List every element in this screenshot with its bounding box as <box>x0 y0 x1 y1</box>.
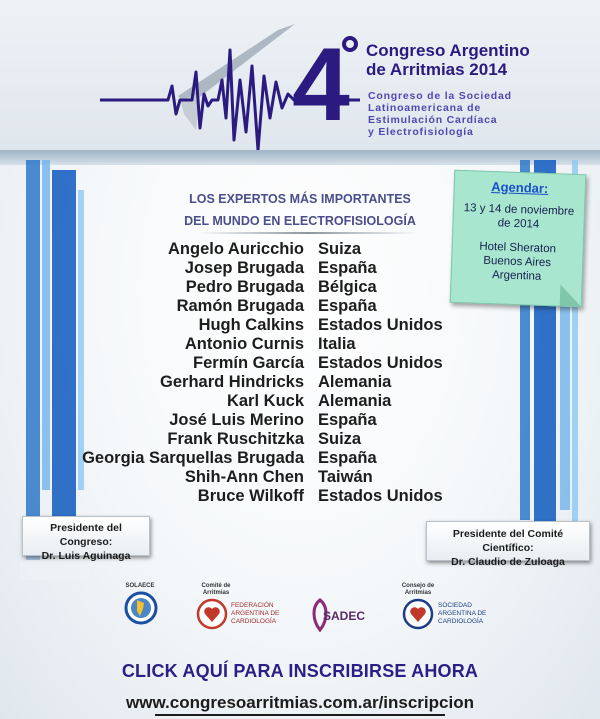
congress-subtitle-line3: Estimulación Cardíaca <box>368 114 498 126</box>
congress-president-role: Presidente del Congreso: <box>50 522 122 548</box>
comite-label <box>198 583 234 597</box>
expert-country: Suiza <box>318 240 362 258</box>
expert-name: Hugh Calkins <box>198 316 304 334</box>
fac-heart-icon <box>196 598 228 630</box>
expert-name: Shih-Ann Chen <box>184 468 304 486</box>
degree-mark <box>342 36 358 52</box>
expert-country: España <box>318 297 377 315</box>
expert-name: Georgia Sarquellas Brugada <box>82 449 304 467</box>
expert-name: Fermín García <box>193 354 304 372</box>
agenda-place-line1: Hotel Sheraton <box>479 240 557 256</box>
header-banner <box>0 0 600 165</box>
register-link[interactable]: CLICK AQUÍ PARA INSCRIBIRSE AHORA <box>121 661 479 681</box>
comite-label-line1: Comité de <box>201 583 231 589</box>
expert-name: Josep Brugada <box>184 259 304 277</box>
agenda-place-line2: Buenos Aires <box>483 254 552 270</box>
scientific-president-role: Presidente del Comité Científico: <box>452 528 564 554</box>
expert-country: Estados Unidos <box>318 487 443 505</box>
congress-title <box>366 41 530 79</box>
registration-url-link[interactable]: www.congresoarritmias.com.ar/inscripcion <box>126 693 474 712</box>
agenda-dates-line2: de 2014 <box>497 217 540 231</box>
expert-name: Karl Kuck <box>226 392 304 410</box>
consejo-label <box>398 583 438 597</box>
expert-name: Gerhard Hindricks <box>160 373 304 391</box>
expert-names-list <box>60 240 304 506</box>
expert-name: José Luis Merino <box>169 411 304 429</box>
comite-label-line2: Arritmias <box>202 590 230 596</box>
experts-headline <box>165 188 435 232</box>
sac-name-line3: CARDIOLOGÍA <box>438 618 484 625</box>
congress-subtitle <box>368 90 512 138</box>
congress-title-line1: Congreso Argentino <box>366 41 530 60</box>
consejo-label-line2: Arritmias <box>404 590 432 596</box>
expert-country: Taiwán <box>318 468 373 486</box>
edition-number: 4 <box>292 27 346 143</box>
congress-subtitle-line4: y Electrofisiología <box>368 126 474 138</box>
congress-subtitle-line2: Latinoamericana de <box>368 102 482 114</box>
url-underline <box>155 714 445 716</box>
expert-name: Angelo Auricchio <box>168 240 304 258</box>
agenda-dates-line1: 13 y 14 de noviembre <box>463 202 575 218</box>
expert-country: Alemania <box>318 373 392 391</box>
sac-name <box>438 602 498 626</box>
expert-name: Pedro Brugada <box>185 278 304 296</box>
congress-title-line2: de Arritmias 2014 <box>366 60 508 79</box>
agenda-note <box>450 170 587 308</box>
header-divider <box>0 150 600 165</box>
fac-name-line2: ARGENTINA DE <box>231 610 280 617</box>
sadec-name: SADEC <box>323 609 366 623</box>
headline-divider <box>198 232 418 234</box>
agenda-place <box>451 239 582 286</box>
fac-name-line3: CARDIOLOGÍA <box>231 618 277 625</box>
scientific-president-name: Dr. Claudio de Zuloaga <box>451 556 565 568</box>
expert-name: Bruce Wilkoff <box>197 487 304 505</box>
agenda-dates <box>453 201 584 234</box>
experts-headline-line2: DEL MUNDO EN ELECTROFISIOLOGÍA <box>184 214 416 228</box>
sponsor-logos <box>0 580 600 650</box>
agenda-title: Agendar: <box>491 179 549 197</box>
congress-president-name: Dr. Luis Aguinaga <box>41 550 131 562</box>
expert-country: España <box>318 259 377 277</box>
consejo-label-line1: Consejo de <box>401 583 435 589</box>
expert-country: Suiza <box>318 430 362 448</box>
solaece-label: SOLAECE <box>125 583 155 589</box>
sac-heart-icon <box>402 598 434 630</box>
congress-president-card <box>22 516 150 562</box>
expert-country: Italia <box>318 335 356 353</box>
expert-country: Estados Unidos <box>318 316 443 334</box>
expert-name: Frank Ruschitzka <box>167 430 304 448</box>
fac-name-line1: FEDERACIÓN <box>231 602 274 609</box>
expert-name: Ramón Brugada <box>176 297 304 315</box>
sac-name-line2: ARGENTINA DE <box>438 610 487 617</box>
sac-name-line1: SOCIEDAD <box>438 602 472 609</box>
agenda-place-line3: Argentina <box>491 269 542 283</box>
congress-subtitle-line1: Congreso de la Sociedad <box>368 90 512 102</box>
expert-name: Antonio Curnis <box>184 335 304 353</box>
experts-headline-line1: LOS EXPERTOS MÁS IMPORTANTES <box>189 192 411 206</box>
fac-name <box>231 602 291 626</box>
scientific-president-card <box>426 521 590 568</box>
expert-country: Bélgica <box>318 278 377 296</box>
solaece-globe-icon <box>124 591 158 625</box>
expert-country: Alemania <box>318 392 392 410</box>
expert-country: España <box>318 411 377 429</box>
expert-country: España <box>318 449 377 467</box>
expert-country: Estados Unidos <box>318 354 443 372</box>
note-curl-decoration <box>560 285 583 308</box>
